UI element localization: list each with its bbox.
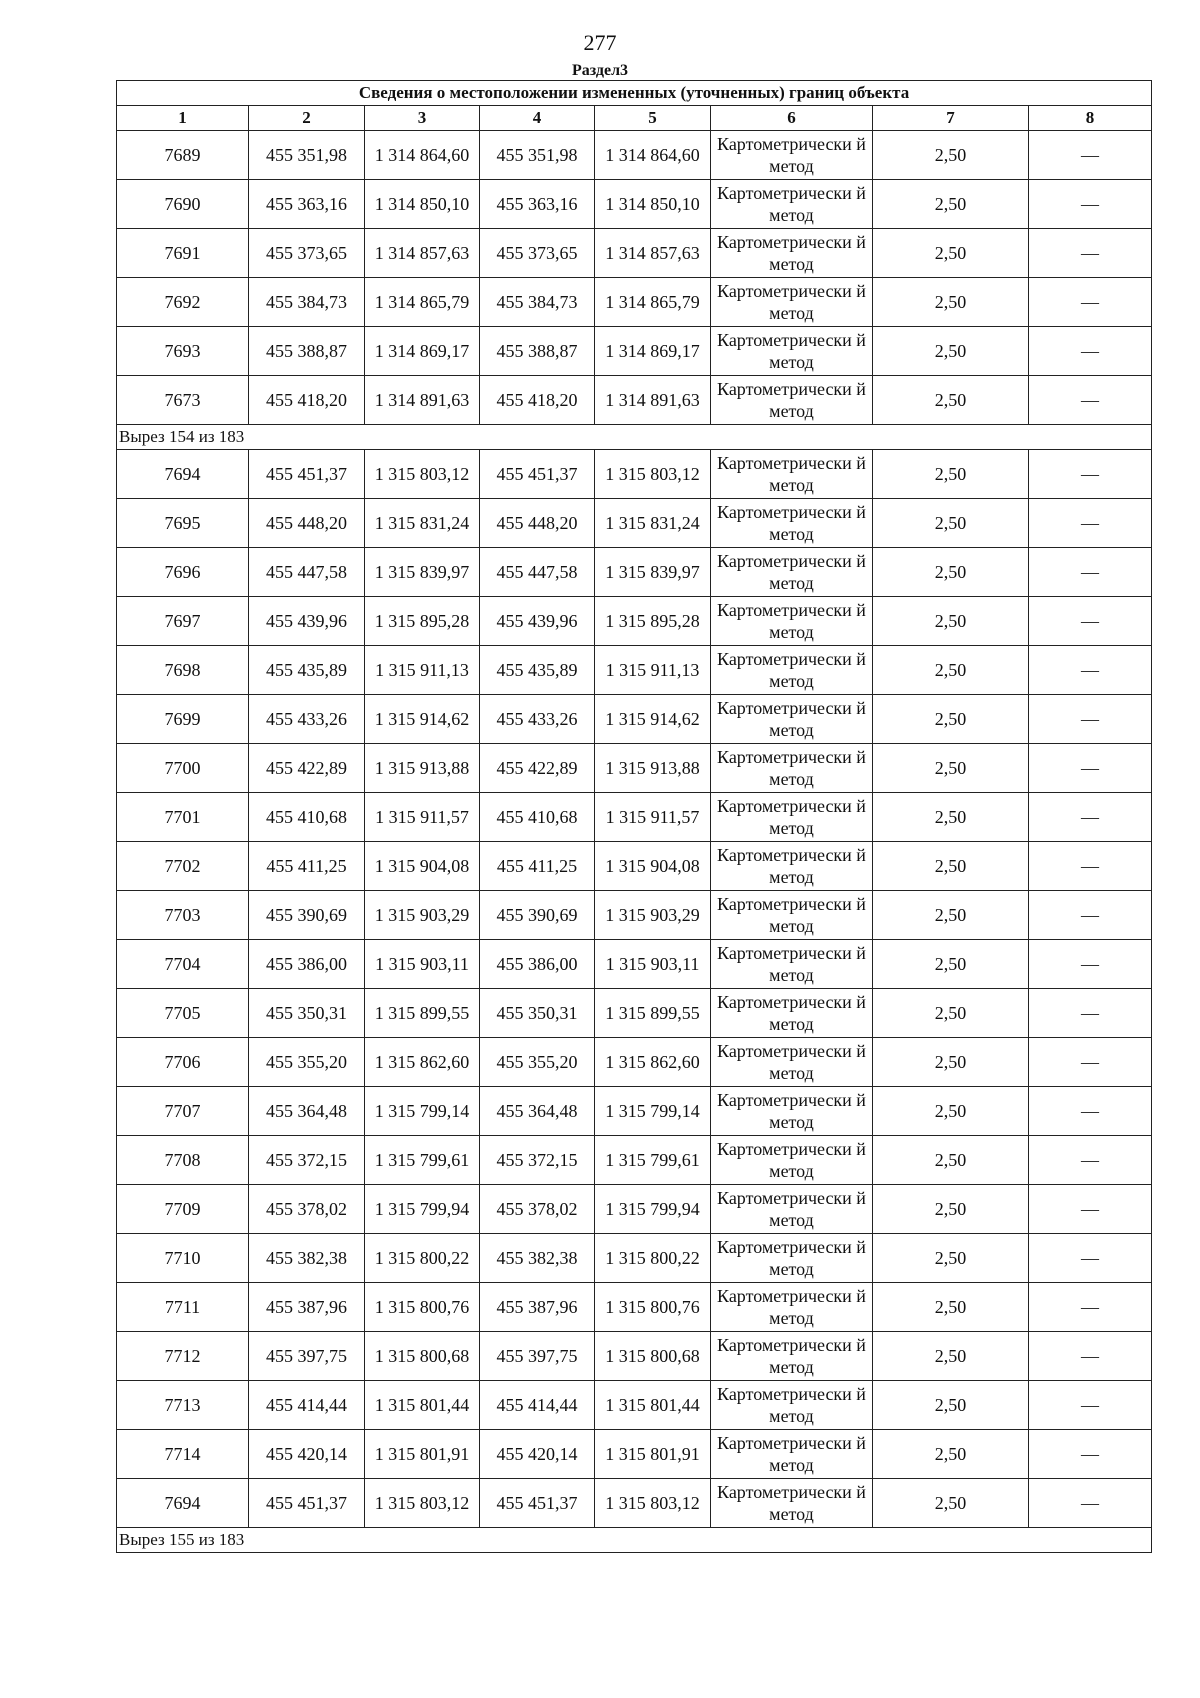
- note-cell: —: [1029, 131, 1152, 180]
- x-coordinate-new-cell: 455 363,16: [480, 180, 595, 229]
- y-coordinate-old-cell: 1 314 857,63: [365, 229, 480, 278]
- y-coordinate-new-cell: 1 314 865,79: [595, 278, 711, 327]
- method-cell: Картометрически й метод: [711, 744, 873, 793]
- table-row: [117, 793, 1152, 842]
- y-coordinate-new-cell: 1 315 913,88: [595, 744, 711, 793]
- x-coordinate-old-cell: 455 420,14: [249, 1430, 365, 1479]
- x-coordinate-new-cell: 455 386,00: [480, 940, 595, 989]
- x-coordinate-old-cell: 455 351,98: [249, 131, 365, 180]
- method-cell: Картометрически й метод: [711, 940, 873, 989]
- y-coordinate-old-cell: 1 315 799,61: [365, 1136, 480, 1185]
- y-coordinate-new-cell: 1 315 895,28: [595, 597, 711, 646]
- note-cell: —: [1029, 499, 1152, 548]
- y-coordinate-new-cell: 1 315 803,12: [595, 450, 711, 499]
- y-coordinate-new-cell: 1 315 914,62: [595, 695, 711, 744]
- x-coordinate-old-cell: 455 410,68: [249, 793, 365, 842]
- table-row: [117, 891, 1152, 940]
- point-number-cell: 7697: [117, 597, 249, 646]
- point-number-cell: 7698: [117, 646, 249, 695]
- section-title: Раздел3: [571, 62, 629, 79]
- x-coordinate-new-cell: 455 435,89: [480, 646, 595, 695]
- column-number: 4: [480, 106, 595, 131]
- note-cell: —: [1029, 376, 1152, 425]
- point-number-cell: 7690: [117, 180, 249, 229]
- point-number-cell: 7703: [117, 891, 249, 940]
- y-coordinate-old-cell: 1 315 904,08: [365, 842, 480, 891]
- note-cell: —: [1029, 1038, 1152, 1087]
- point-number-cell: 7708: [117, 1136, 249, 1185]
- y-coordinate-new-cell: 1 315 899,55: [595, 989, 711, 1038]
- x-coordinate-new-cell: 455 414,44: [480, 1381, 595, 1430]
- column-number: 7: [873, 106, 1029, 131]
- y-coordinate-old-cell: 1 315 799,94: [365, 1185, 480, 1234]
- x-coordinate-old-cell: 455 435,89: [249, 646, 365, 695]
- point-number-cell: 7713: [117, 1381, 249, 1430]
- point-number-cell: 7709: [117, 1185, 249, 1234]
- point-number-cell: 7692: [117, 278, 249, 327]
- accuracy-cell: 2,50: [873, 450, 1029, 499]
- point-number-cell: 7714: [117, 1430, 249, 1479]
- point-number-cell: 7705: [117, 989, 249, 1038]
- column-number: 1: [117, 106, 249, 131]
- y-coordinate-old-cell: 1 315 801,91: [365, 1430, 480, 1479]
- table-row: [117, 842, 1152, 891]
- point-number-cell: 7694: [117, 1479, 249, 1528]
- x-coordinate-new-cell: 455 384,73: [480, 278, 595, 327]
- y-coordinate-old-cell: 1 315 800,22: [365, 1234, 480, 1283]
- y-coordinate-old-cell: 1 315 903,11: [365, 940, 480, 989]
- point-number-cell: 7694: [117, 450, 249, 499]
- method-cell: Картометрически й метод: [711, 327, 873, 376]
- note-cell: —: [1029, 1185, 1152, 1234]
- column-number-row: [117, 106, 1152, 131]
- method-cell: Картометрически й метод: [711, 376, 873, 425]
- y-coordinate-old-cell: 1 314 864,60: [365, 131, 480, 180]
- y-coordinate-new-cell: 1 315 799,14: [595, 1087, 711, 1136]
- cutout-label: Вырез 154 из 183: [117, 425, 1152, 450]
- y-coordinate-old-cell: 1 315 839,97: [365, 548, 480, 597]
- table-row: [117, 989, 1152, 1038]
- y-coordinate-new-cell: 1 315 799,61: [595, 1136, 711, 1185]
- y-coordinate-old-cell: 1 315 862,60: [365, 1038, 480, 1087]
- y-coordinate-new-cell: 1 314 891,63: [595, 376, 711, 425]
- point-number-cell: 7711: [117, 1283, 249, 1332]
- accuracy-cell: 2,50: [873, 940, 1029, 989]
- x-coordinate-old-cell: 455 433,26: [249, 695, 365, 744]
- note-cell: —: [1029, 1479, 1152, 1528]
- x-coordinate-new-cell: 455 418,20: [480, 376, 595, 425]
- x-coordinate-new-cell: 455 422,89: [480, 744, 595, 793]
- table-row: [117, 1087, 1152, 1136]
- x-coordinate-new-cell: 455 382,38: [480, 1234, 595, 1283]
- y-coordinate-new-cell: 1 315 831,24: [595, 499, 711, 548]
- x-coordinate-old-cell: 455 439,96: [249, 597, 365, 646]
- y-coordinate-old-cell: 1 315 800,68: [365, 1332, 480, 1381]
- accuracy-cell: 2,50: [873, 1087, 1029, 1136]
- note-cell: —: [1029, 646, 1152, 695]
- x-coordinate-old-cell: 455 390,69: [249, 891, 365, 940]
- accuracy-cell: 2,50: [873, 1332, 1029, 1381]
- y-coordinate-new-cell: 1 315 801,44: [595, 1381, 711, 1430]
- point-number-cell: 7691: [117, 229, 249, 278]
- method-cell: Картометрически й метод: [711, 229, 873, 278]
- y-coordinate-old-cell: 1 315 799,14: [365, 1087, 480, 1136]
- accuracy-cell: 2,50: [873, 180, 1029, 229]
- table-row: [117, 327, 1152, 376]
- x-coordinate-old-cell: 455 386,00: [249, 940, 365, 989]
- method-cell: Картометрически й метод: [711, 1479, 873, 1528]
- x-coordinate-new-cell: 455 447,58: [480, 548, 595, 597]
- x-coordinate-new-cell: 455 350,31: [480, 989, 595, 1038]
- method-cell: Картометрически й метод: [711, 278, 873, 327]
- table-row: [117, 499, 1152, 548]
- note-cell: —: [1029, 695, 1152, 744]
- note-cell: —: [1029, 989, 1152, 1038]
- table-row: [117, 131, 1152, 180]
- note-cell: —: [1029, 1332, 1152, 1381]
- x-coordinate-new-cell: 455 387,96: [480, 1283, 595, 1332]
- point-number-cell: 7693: [117, 327, 249, 376]
- accuracy-cell: 2,50: [873, 548, 1029, 597]
- y-coordinate-new-cell: 1 315 801,91: [595, 1430, 711, 1479]
- x-coordinate-new-cell: 455 388,87: [480, 327, 595, 376]
- x-coordinate-new-cell: 455 355,20: [480, 1038, 595, 1087]
- x-coordinate-old-cell: 455 411,25: [249, 842, 365, 891]
- table-row: [117, 1430, 1152, 1479]
- y-coordinate-old-cell: 1 315 895,28: [365, 597, 480, 646]
- point-number-cell: 7701: [117, 793, 249, 842]
- method-cell: Картометрически й метод: [711, 646, 873, 695]
- point-number-cell: 7700: [117, 744, 249, 793]
- accuracy-cell: 2,50: [873, 278, 1029, 327]
- x-coordinate-old-cell: 455 448,20: [249, 499, 365, 548]
- table-row: [117, 1332, 1152, 1381]
- y-coordinate-old-cell: 1 315 800,76: [365, 1283, 480, 1332]
- method-cell: Картометрически й метод: [711, 1234, 873, 1283]
- x-coordinate-new-cell: 455 410,68: [480, 793, 595, 842]
- y-coordinate-old-cell: 1 315 899,55: [365, 989, 480, 1038]
- method-cell: Картометрически й метод: [711, 548, 873, 597]
- method-cell: Картометрически й метод: [711, 891, 873, 940]
- y-coordinate-old-cell: 1 314 891,63: [365, 376, 480, 425]
- x-coordinate-new-cell: 455 373,65: [480, 229, 595, 278]
- point-number-cell: 7702: [117, 842, 249, 891]
- point-number-cell: 7699: [117, 695, 249, 744]
- table-caption-row: [117, 81, 1152, 106]
- accuracy-cell: 2,50: [873, 499, 1029, 548]
- accuracy-cell: 2,50: [873, 646, 1029, 695]
- y-coordinate-new-cell: 1 314 869,17: [595, 327, 711, 376]
- cutout-row: [117, 425, 1152, 450]
- x-coordinate-old-cell: 455 422,89: [249, 744, 365, 793]
- accuracy-cell: 2,50: [873, 1381, 1029, 1430]
- note-cell: —: [1029, 1136, 1152, 1185]
- x-coordinate-new-cell: 455 451,37: [480, 450, 595, 499]
- y-coordinate-old-cell: 1 314 865,79: [365, 278, 480, 327]
- note-cell: —: [1029, 1283, 1152, 1332]
- x-coordinate-new-cell: 455 390,69: [480, 891, 595, 940]
- page-number: 277: [583, 30, 617, 55]
- y-coordinate-old-cell: 1 315 803,12: [365, 1479, 480, 1528]
- x-coordinate-old-cell: 455 447,58: [249, 548, 365, 597]
- column-number: 8: [1029, 106, 1152, 131]
- y-coordinate-new-cell: 1 315 903,11: [595, 940, 711, 989]
- column-number: 6: [711, 106, 873, 131]
- note-cell: —: [1029, 597, 1152, 646]
- x-coordinate-old-cell: 455 397,75: [249, 1332, 365, 1381]
- y-coordinate-new-cell: 1 315 904,08: [595, 842, 711, 891]
- table-row: [117, 1381, 1152, 1430]
- x-coordinate-new-cell: 455 439,96: [480, 597, 595, 646]
- accuracy-cell: 2,50: [873, 1234, 1029, 1283]
- method-cell: Картометрически й метод: [711, 1381, 873, 1430]
- table-row: [117, 1185, 1152, 1234]
- table-row: [117, 1038, 1152, 1087]
- note-cell: —: [1029, 940, 1152, 989]
- y-coordinate-new-cell: 1 315 862,60: [595, 1038, 711, 1087]
- table-row: [117, 695, 1152, 744]
- note-cell: —: [1029, 1087, 1152, 1136]
- note-cell: —: [1029, 548, 1152, 597]
- point-number-cell: 7712: [117, 1332, 249, 1381]
- x-coordinate-old-cell: 455 418,20: [249, 376, 365, 425]
- y-coordinate-new-cell: 1 315 800,22: [595, 1234, 711, 1283]
- x-coordinate-old-cell: 455 350,31: [249, 989, 365, 1038]
- accuracy-cell: 2,50: [873, 1283, 1029, 1332]
- method-cell: Картометрически й метод: [711, 1185, 873, 1234]
- method-cell: Картометрически й метод: [711, 499, 873, 548]
- boundary-table: [116, 80, 1152, 1553]
- y-coordinate-old-cell: 1 315 911,13: [365, 646, 480, 695]
- accuracy-cell: 2,50: [873, 695, 1029, 744]
- x-coordinate-old-cell: 455 414,44: [249, 1381, 365, 1430]
- accuracy-cell: 2,50: [873, 376, 1029, 425]
- table-row: [117, 1136, 1152, 1185]
- accuracy-cell: 2,50: [873, 842, 1029, 891]
- y-coordinate-new-cell: 1 315 903,29: [595, 891, 711, 940]
- method-cell: Картометрически й метод: [711, 1136, 873, 1185]
- method-cell: Картометрически й метод: [711, 597, 873, 646]
- accuracy-cell: 2,50: [873, 891, 1029, 940]
- point-number-cell: 7706: [117, 1038, 249, 1087]
- accuracy-cell: 2,50: [873, 327, 1029, 376]
- note-cell: —: [1029, 327, 1152, 376]
- method-cell: Картометрически й метод: [711, 1283, 873, 1332]
- table-row: [117, 1479, 1152, 1528]
- point-number-cell: 7689: [117, 131, 249, 180]
- note-cell: —: [1029, 180, 1152, 229]
- y-coordinate-old-cell: 1 315 803,12: [365, 450, 480, 499]
- accuracy-cell: 2,50: [873, 793, 1029, 842]
- table-row: [117, 1283, 1152, 1332]
- method-cell: Картометрически й метод: [711, 131, 873, 180]
- accuracy-cell: 2,50: [873, 1479, 1029, 1528]
- x-coordinate-old-cell: 455 372,15: [249, 1136, 365, 1185]
- point-number-cell: 7707: [117, 1087, 249, 1136]
- note-cell: —: [1029, 1234, 1152, 1283]
- y-coordinate-new-cell: 1 315 803,12: [595, 1479, 711, 1528]
- accuracy-cell: 2,50: [873, 1136, 1029, 1185]
- accuracy-cell: 2,50: [873, 1038, 1029, 1087]
- accuracy-cell: 2,50: [873, 744, 1029, 793]
- table-row: [117, 646, 1152, 695]
- note-cell: —: [1029, 229, 1152, 278]
- table-caption: Сведения о местоположении измененных (уточненных) границ объекта: [117, 81, 1152, 106]
- table-row: [117, 180, 1152, 229]
- x-coordinate-old-cell: 455 451,37: [249, 1479, 365, 1528]
- note-cell: —: [1029, 450, 1152, 499]
- table-row: [117, 376, 1152, 425]
- y-coordinate-old-cell: 1 315 831,24: [365, 499, 480, 548]
- method-cell: Картометрически й метод: [711, 1430, 873, 1479]
- x-coordinate-old-cell: 455 382,38: [249, 1234, 365, 1283]
- x-coordinate-old-cell: 455 451,37: [249, 450, 365, 499]
- x-coordinate-old-cell: 455 387,96: [249, 1283, 365, 1332]
- column-number: 5: [595, 106, 711, 131]
- y-coordinate-new-cell: 1 315 800,68: [595, 1332, 711, 1381]
- y-coordinate-new-cell: 1 315 800,76: [595, 1283, 711, 1332]
- x-coordinate-new-cell: 455 351,98: [480, 131, 595, 180]
- y-coordinate-old-cell: 1 314 850,10: [365, 180, 480, 229]
- method-cell: Картометрически й метод: [711, 842, 873, 891]
- x-coordinate-old-cell: 455 384,73: [249, 278, 365, 327]
- y-coordinate-old-cell: 1 315 914,62: [365, 695, 480, 744]
- table-row: [117, 940, 1152, 989]
- x-coordinate-old-cell: 455 388,87: [249, 327, 365, 376]
- method-cell: Картометрически й метод: [711, 1332, 873, 1381]
- x-coordinate-old-cell: 455 378,02: [249, 1185, 365, 1234]
- cutout-row: [117, 1528, 1152, 1553]
- note-cell: —: [1029, 744, 1152, 793]
- point-number-cell: 7695: [117, 499, 249, 548]
- x-coordinate-new-cell: 455 448,20: [480, 499, 595, 548]
- y-coordinate-old-cell: 1 314 869,17: [365, 327, 480, 376]
- method-cell: Картометрически й метод: [711, 180, 873, 229]
- column-number: 3: [365, 106, 480, 131]
- accuracy-cell: 2,50: [873, 989, 1029, 1038]
- note-cell: —: [1029, 278, 1152, 327]
- note-cell: —: [1029, 793, 1152, 842]
- x-coordinate-old-cell: 455 355,20: [249, 1038, 365, 1087]
- accuracy-cell: 2,50: [873, 597, 1029, 646]
- accuracy-cell: 2,50: [873, 229, 1029, 278]
- point-number-cell: 7704: [117, 940, 249, 989]
- note-cell: —: [1029, 1430, 1152, 1479]
- x-coordinate-new-cell: 455 378,02: [480, 1185, 595, 1234]
- x-coordinate-new-cell: 455 397,75: [480, 1332, 595, 1381]
- accuracy-cell: 2,50: [873, 1430, 1029, 1479]
- y-coordinate-old-cell: 1 315 911,57: [365, 793, 480, 842]
- method-cell: Картометрически й метод: [711, 450, 873, 499]
- y-coordinate-new-cell: 1 315 911,57: [595, 793, 711, 842]
- y-coordinate-new-cell: 1 314 850,10: [595, 180, 711, 229]
- x-coordinate-old-cell: 455 373,65: [249, 229, 365, 278]
- x-coordinate-new-cell: 455 420,14: [480, 1430, 595, 1479]
- accuracy-cell: 2,50: [873, 1185, 1029, 1234]
- x-coordinate-new-cell: 455 372,15: [480, 1136, 595, 1185]
- y-coordinate-new-cell: 1 315 839,97: [595, 548, 711, 597]
- point-number-cell: 7673: [117, 376, 249, 425]
- y-coordinate-new-cell: 1 315 799,94: [595, 1185, 711, 1234]
- table-row: [117, 548, 1152, 597]
- method-cell: Картометрически й метод: [711, 793, 873, 842]
- point-number-cell: 7696: [117, 548, 249, 597]
- x-coordinate-new-cell: 455 364,48: [480, 1087, 595, 1136]
- table-row: [117, 1234, 1152, 1283]
- y-coordinate-new-cell: 1 314 864,60: [595, 131, 711, 180]
- y-coordinate-new-cell: 1 315 911,13: [595, 646, 711, 695]
- table-row: [117, 229, 1152, 278]
- note-cell: —: [1029, 1381, 1152, 1430]
- table-row: [117, 597, 1152, 646]
- method-cell: Картометрически й метод: [711, 695, 873, 744]
- method-cell: Картометрически й метод: [711, 1038, 873, 1087]
- note-cell: —: [1029, 842, 1152, 891]
- x-coordinate-new-cell: 455 411,25: [480, 842, 595, 891]
- y-coordinate-old-cell: 1 315 913,88: [365, 744, 480, 793]
- column-number: 2: [249, 106, 365, 131]
- note-cell: —: [1029, 891, 1152, 940]
- y-coordinate-old-cell: 1 315 801,44: [365, 1381, 480, 1430]
- x-coordinate-new-cell: 455 433,26: [480, 695, 595, 744]
- table-row: [117, 744, 1152, 793]
- table-row: [117, 278, 1152, 327]
- cutout-label: Вырез 155 из 183: [117, 1528, 1152, 1553]
- x-coordinate-old-cell: 455 363,16: [249, 180, 365, 229]
- point-number-cell: 7710: [117, 1234, 249, 1283]
- x-coordinate-old-cell: 455 364,48: [249, 1087, 365, 1136]
- accuracy-cell: 2,50: [873, 131, 1029, 180]
- y-coordinate-old-cell: 1 315 903,29: [365, 891, 480, 940]
- method-cell: Картометрически й метод: [711, 1087, 873, 1136]
- table-row: [117, 450, 1152, 499]
- y-coordinate-new-cell: 1 314 857,63: [595, 229, 711, 278]
- x-coordinate-new-cell: 455 451,37: [480, 1479, 595, 1528]
- method-cell: Картометрически й метод: [711, 989, 873, 1038]
